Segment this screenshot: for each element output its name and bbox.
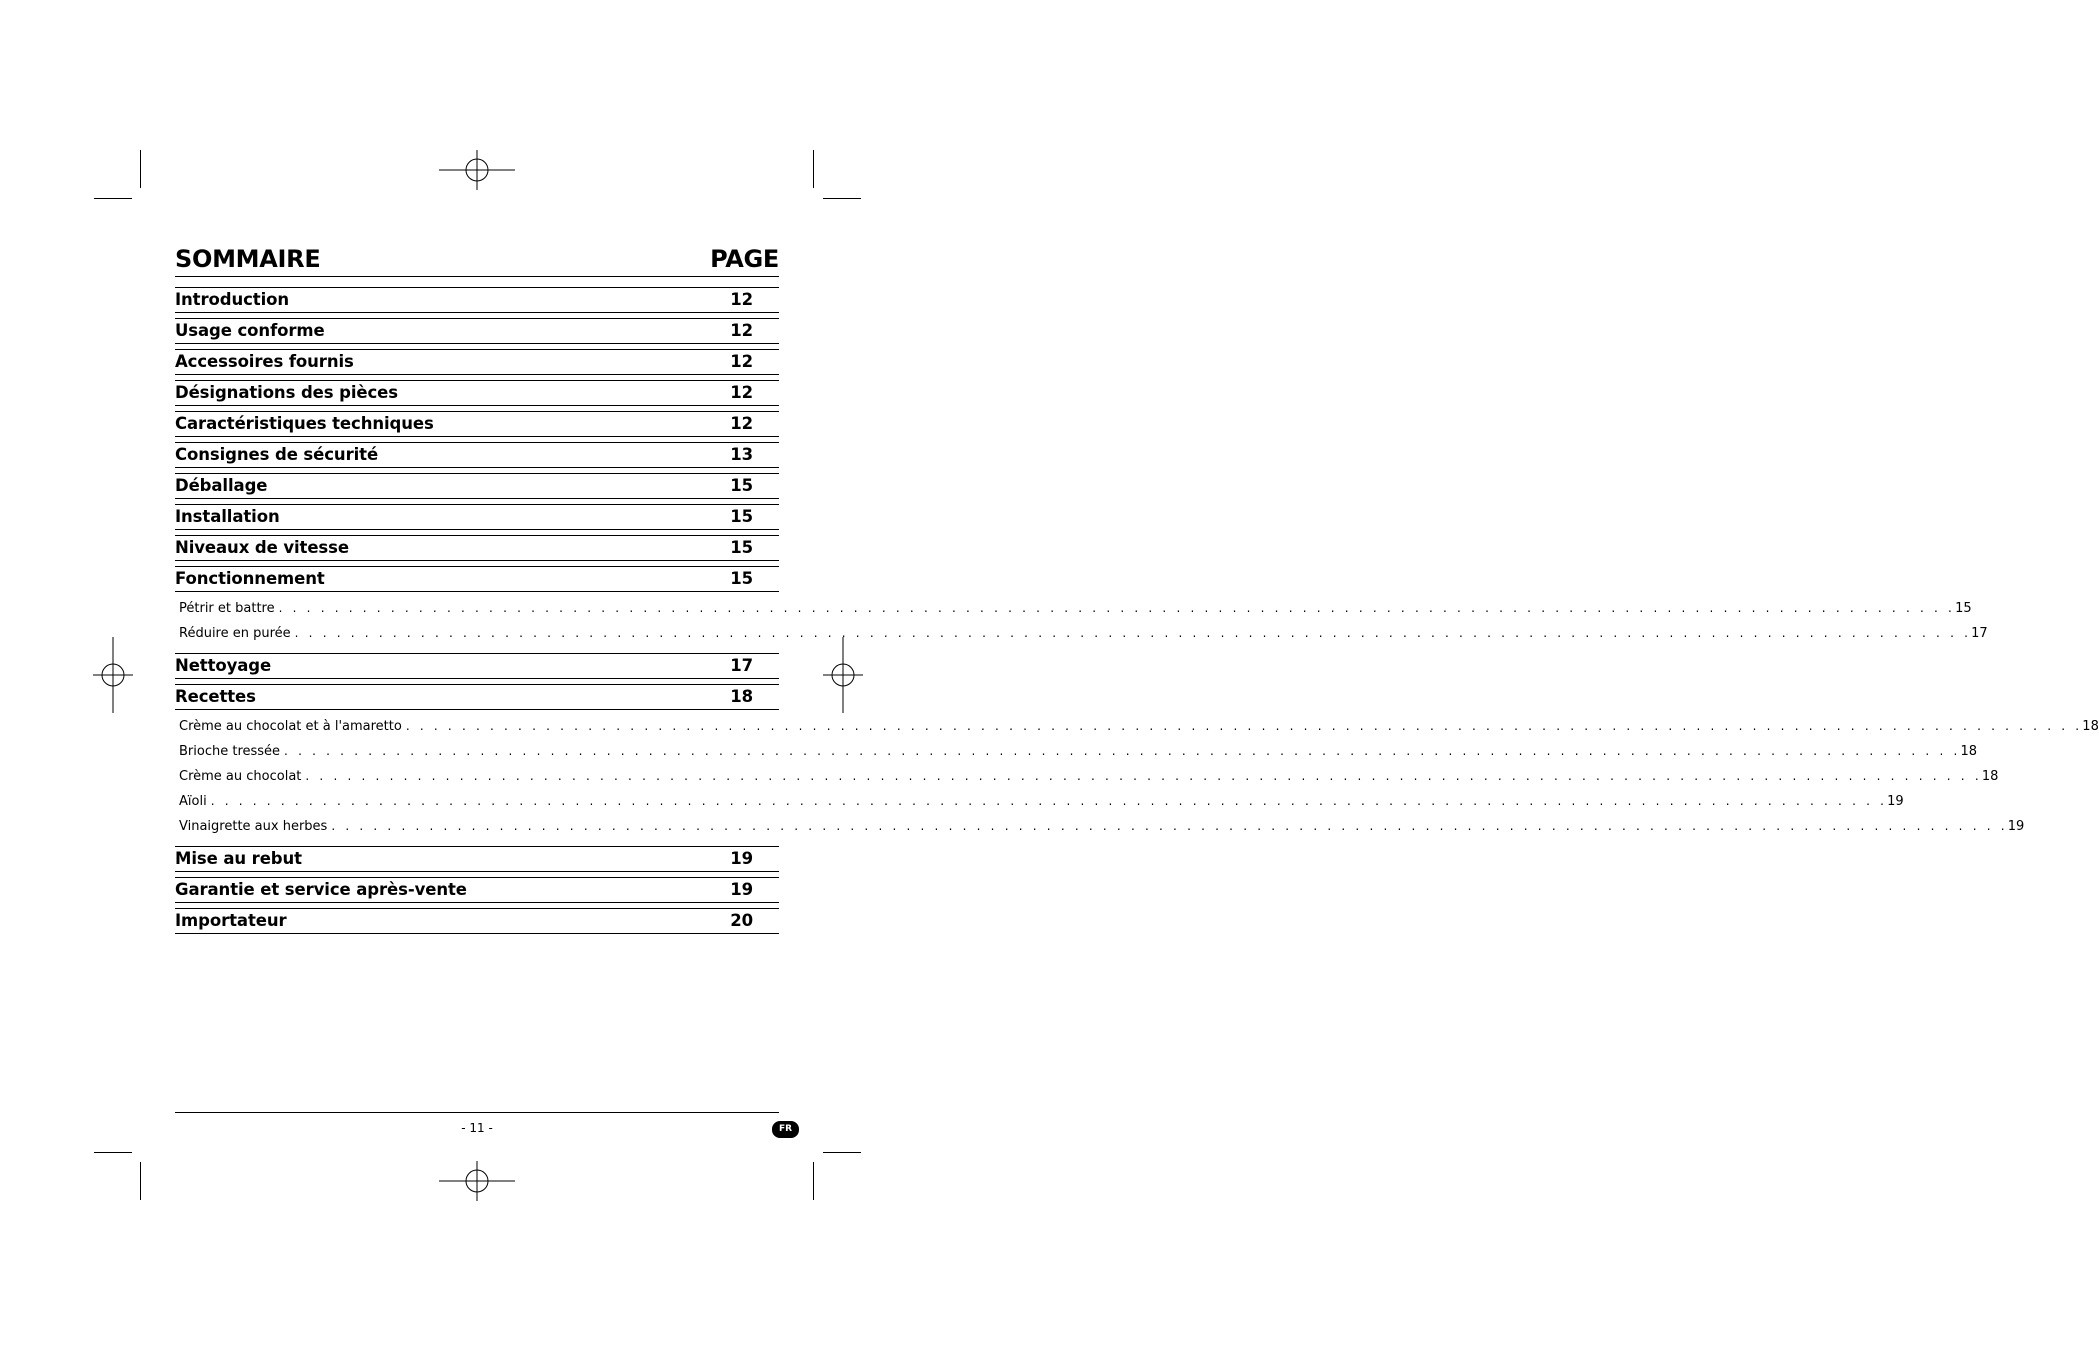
- page-number: - 11 -: [461, 1121, 493, 1135]
- toc-entry-page: 19: [730, 849, 753, 868]
- dot-leader: . . . . . . . . . . . . . . . . . . . . . . . . . . . . . . . . . . . . . . . . . . . . . . . . . . . . . . . . . . . . . . . . . . . . . . . . . . . . . . . . . . . . . . . . . . . . . . . . . . . . . . . . . . . . . . . . . . . . . . . .: [294, 626, 1972, 640]
- toc-subentry-page: 15: [1955, 601, 1972, 616]
- toc-subentry-page: 18: [2082, 719, 2099, 734]
- toc-entry-title: Accessoires fournis: [175, 352, 354, 371]
- toc-entry-title: Recettes: [175, 687, 256, 706]
- toc-entry-page: 19: [730, 880, 753, 899]
- toc-subentries: [175, 592, 1988, 653]
- toc-entry-title: Déballage: [175, 476, 268, 495]
- toc-subentry-page: 17: [1971, 626, 1988, 641]
- registration-mark-icon: [93, 637, 133, 713]
- toc-entry-title: Mise au rebut: [175, 849, 302, 868]
- toc-subentry-title: Brioche tressée: [179, 744, 281, 759]
- toc-entry-page: 20: [730, 911, 753, 930]
- dot-leader: . . . . . . . . . . . . . . . . . . . . . . . . . . . . . . . . . . . . . . . . . . . . . . . . . . . . . . . . . . . . . . . . . . . . . . . . . . . . . . . . . . . . . . . . . . . . . . . . . . . . . . . . . . . . . . . . . . . . . . . .: [284, 744, 1961, 758]
- toc-entry-page: 15: [730, 476, 753, 495]
- toc-entry[interactable]: [175, 411, 779, 437]
- toc-subentry-title: Crème au chocolat: [179, 769, 302, 784]
- toc-entry-page: 15: [730, 507, 753, 526]
- toc-entry[interactable]: [175, 846, 779, 872]
- registration-mark-icon: [823, 637, 863, 713]
- toc-entry-title: Importateur: [175, 911, 287, 930]
- toc-entry[interactable]: [175, 380, 779, 406]
- toc-entry-page: 15: [730, 569, 753, 588]
- toc-subentry[interactable]: [179, 739, 1978, 764]
- toc-subentry-page: 19: [1887, 794, 1904, 809]
- toc-entry-title: Caractéristiques techniques: [175, 414, 434, 433]
- toc-entry[interactable]: [175, 653, 779, 679]
- toc-entry[interactable]: [175, 349, 779, 375]
- toc-entry-page: 12: [730, 383, 753, 402]
- toc-subentry[interactable]: [179, 764, 1999, 789]
- page-title: SOMMAIRE: [175, 245, 321, 273]
- dot-leader: . . . . . . . . . . . . . . . . . . . . . . . . . . . . . . . . . . . . . . . . . . . . . . . . . . . . . . . . . . . . . . . . . . . . . . . . . . . . . . . . . . . . . . . . . . . . . . . . . . . . . . . . . . . . . . . . . . . . . . . .: [331, 819, 2008, 833]
- toc-subentry[interactable]: [179, 621, 1988, 646]
- toc-entry-page: 13: [730, 445, 753, 464]
- toc-entry-page: 12: [730, 352, 753, 371]
- toc-entry-title: Désignations des pièces: [175, 383, 398, 402]
- toc-entry-title: Consignes de sécurité: [175, 445, 379, 464]
- toc-subentry[interactable]: [179, 814, 2025, 839]
- registration-mark-icon: [439, 1161, 515, 1201]
- toc-entry-title: Usage conforme: [175, 321, 325, 340]
- dot-leader: . . . . . . . . . . . . . . . . . . . . . . . . . . . . . . . . . . . . . . . . . . . . . . . . . . . . . . . . . . . . . . . . . . . . . . . . . . . . . . . . . . . . . . . . . . . . . . . . . . . . . . . . . . . . . . . . . . . . . . . .: [305, 769, 1982, 783]
- toc-entry[interactable]: [175, 684, 779, 710]
- toc-entry-page: 18: [730, 687, 753, 706]
- language-badge: FR: [772, 1121, 799, 1138]
- toc-entry-title: Nettoyage: [175, 656, 272, 675]
- toc-subentry-title: Pétrir et battre: [179, 601, 275, 616]
- toc-subentry[interactable]: [179, 789, 1904, 814]
- toc-entry-title: Niveaux de vitesse: [175, 538, 349, 557]
- toc-subentry[interactable]: [179, 714, 2099, 739]
- toc-entry[interactable]: [175, 535, 779, 561]
- toc-entry[interactable]: [175, 877, 779, 903]
- toc-subentry[interactable]: [179, 596, 1972, 621]
- footer-divider: [175, 1112, 779, 1113]
- toc-entry[interactable]: [175, 908, 779, 934]
- toc-subentry-title: Crème au chocolat et à l'amaretto: [179, 719, 402, 734]
- toc-entry-title: Introduction: [175, 290, 290, 309]
- toc-entry-page: 12: [730, 290, 753, 309]
- toc-subentry-page: 18: [1960, 744, 1978, 759]
- toc-subentries: [175, 710, 2099, 846]
- toc-subentry-title: Aïoli: [179, 794, 207, 809]
- toc-entry[interactable]: [175, 442, 779, 468]
- toc-subentry-title: Réduire en purée: [179, 626, 291, 641]
- dot-leader: . . . . . . . . . . . . . . . . . . . . . . . . . . . . . . . . . . . . . . . . . . . . . . . . . . . . . . . . . . . . . . . . . . . . . . . . . . . . . . . . . . . . . . . . . . . . . . . . . . . . . . . . . . . . . . . . . . . . . . . .: [278, 601, 1956, 615]
- toc-entry[interactable]: [175, 566, 779, 592]
- page-column-label: PAGE: [710, 245, 779, 273]
- toc-subentry-page: 19: [2007, 819, 2025, 834]
- toc-subentry-page: 18: [1981, 769, 1999, 784]
- toc-entry[interactable]: [175, 318, 779, 344]
- toc-entry-title: Installation: [175, 507, 280, 526]
- toc-entry-title: Fonctionnement: [175, 569, 325, 588]
- toc-entry[interactable]: [175, 504, 779, 530]
- toc-entry-page: 12: [730, 321, 753, 340]
- toc-entry-page: 12: [730, 414, 753, 433]
- dot-leader: . . . . . . . . . . . . . . . . . . . . . . . . . . . . . . . . . . . . . . . . . . . . . . . . . . . . . . . . . . . . . . . . . . . . . . . . . . . . . . . . . . . . . . . . . . . . . . . . . . . . . . . . . . . . . . . . . . . . . . . .: [210, 794, 1888, 808]
- dot-leader: . . . . . . . . . . . . . . . . . . . . . . . . . . . . . . . . . . . . . . . . . . . . . . . . . . . . . . . . . . . . . . . . . . . . . . . . . . . . . . . . . . . . . . . . . . . . . . . . . . . . . . . . . . . . . . . . . . . . . . . .: [405, 719, 2083, 733]
- toc-header: [175, 242, 779, 277]
- toc-subentry-title: Vinaigrette aux herbes: [179, 819, 328, 834]
- toc-entry[interactable]: [175, 287, 779, 313]
- toc-entry[interactable]: [175, 473, 779, 499]
- toc-entry-page: 15: [730, 538, 753, 557]
- toc-entry-page: 17: [730, 656, 753, 675]
- table-of-contents: [175, 287, 2099, 939]
- toc-entry-title: Garantie et service après-vente: [175, 880, 467, 899]
- registration-mark-icon: [439, 150, 515, 190]
